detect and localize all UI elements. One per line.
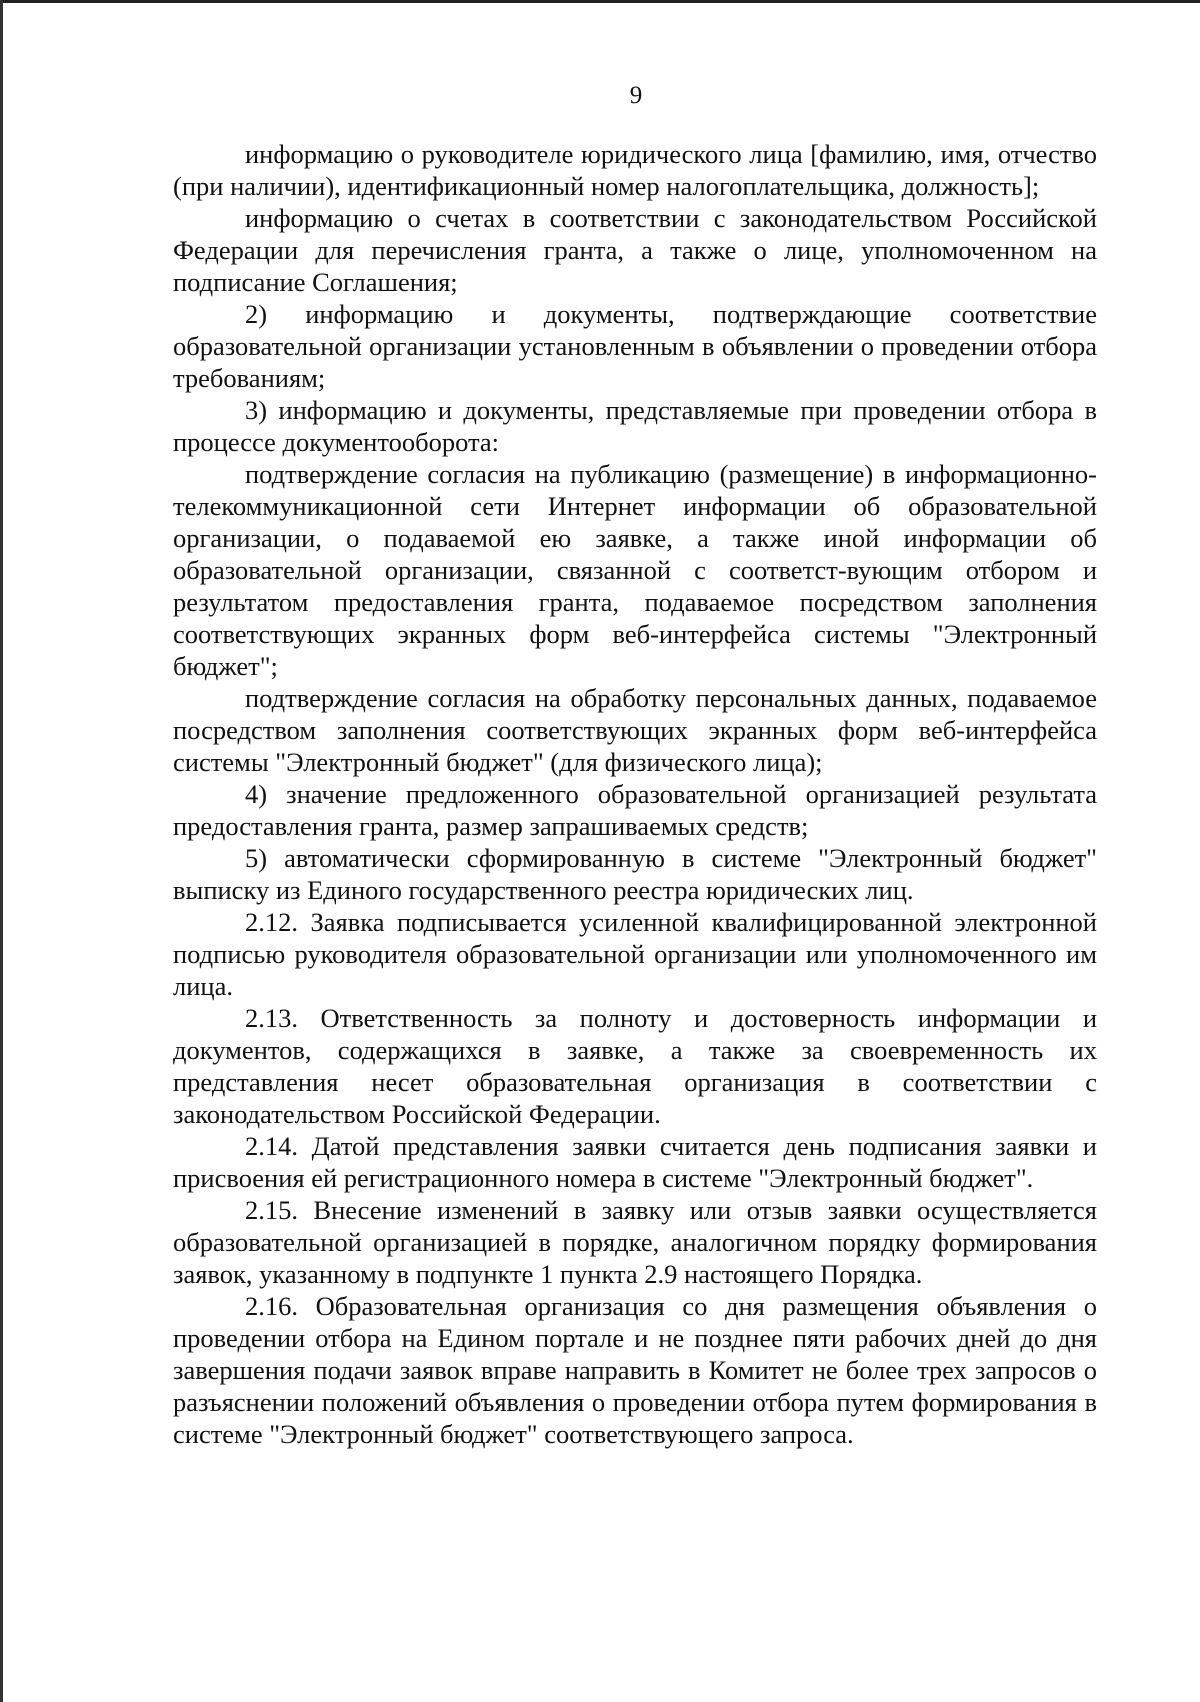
scan-border-top: [0, 0, 1200, 3]
paragraph-2-12: 2.12. Заявка подписывается усиленной квалифицированной электронной подписью руководителя образовательной организации или уполномоченного им лица.: [173, 907, 1097, 1001]
paragraph-item-3: 3) информацию и документы, представляемые при проведении отбора в процессе документооборота:: [173, 395, 1097, 457]
paragraph-publication-consent: подтверждение согласия на публикацию (размещение) в информационно-телекоммуникационной сети Интернет информации об образовательной организации, о подаваемой ею заявке, а также иной информации об образовательной организации, связанной с соответст-вующим отбором и результатом предоставления гранта, подаваемое посредством заполнения соответствующих экранных форм веб-интерфейса системы "Электронный бюджет";: [173, 459, 1097, 681]
paragraph-item-4: 4) значение предложенного образовательной организацией результата предоставления гранта, размер запрашиваемых средств;: [173, 779, 1097, 841]
paragraph-item-5: 5) автоматически сформированную в системе "Электронный бюджет" выписку из Единого государственного реестра юридических лиц.: [173, 843, 1097, 905]
paragraph-2-13: 2.13. Ответственность за полноту и достоверность информации и документов, содержащихся в заявке, а также за своевременность их представления несет образовательная организация в соответствии с законодательством Российской Федерации.: [173, 1003, 1097, 1129]
document-body: [173, 138, 1097, 1450]
scan-border-left: [0, 0, 3, 1702]
paragraph-2-16: 2.16. Образовательная организация со дня размещения объявления о проведении отбора на Едином портале и не позднее пяти рабочих дней до дня завершения подачи заявок вправе направить в Комитет не более трех запросов о разъяснении положений объявления о проведении отбора путем формирования в системе "Электронный бюджет" соответствующего запроса.: [173, 1291, 1097, 1449]
paragraph-2-15: 2.15. Внесение изменений в заявку или отзыв заявки осуществляется образовательной организацией в порядке, аналогичном порядку формирования заявок, указанному в подпункте 1 пункта 2.9 настоящего Порядка.: [173, 1195, 1097, 1289]
paragraph-2-14: 2.14. Датой представления заявки считается день подписания заявки и присвоения ей регистрационного номера в системе "Электронный бюджет".: [173, 1131, 1097, 1193]
paragraph-head-info: информацию о руководителе юридического лица [фамилию, имя, отчество (при наличии), идентификационный номер налогоплательщика, должность];: [173, 139, 1097, 201]
paragraph-personal-data-consent: подтверждение согласия на обработку персональных данных, подаваемое посредством заполнения соответствующих экранных форм веб-интерфейса системы "Электронный бюджет" (для физического лица);: [173, 683, 1097, 777]
page-number: 9: [629, 82, 643, 109]
paragraph-accounts-info: информацию о счетах в соответствии с законодательством Российской Федерации для перечисления гранта, а также о лице, уполномоченном на подписание Соглашения;: [173, 203, 1097, 297]
paragraph-item-2: 2) информацию и документы, подтверждающие соответствие образовательной организации установленным в объявлении о проведении отбора требованиям;: [173, 299, 1097, 393]
